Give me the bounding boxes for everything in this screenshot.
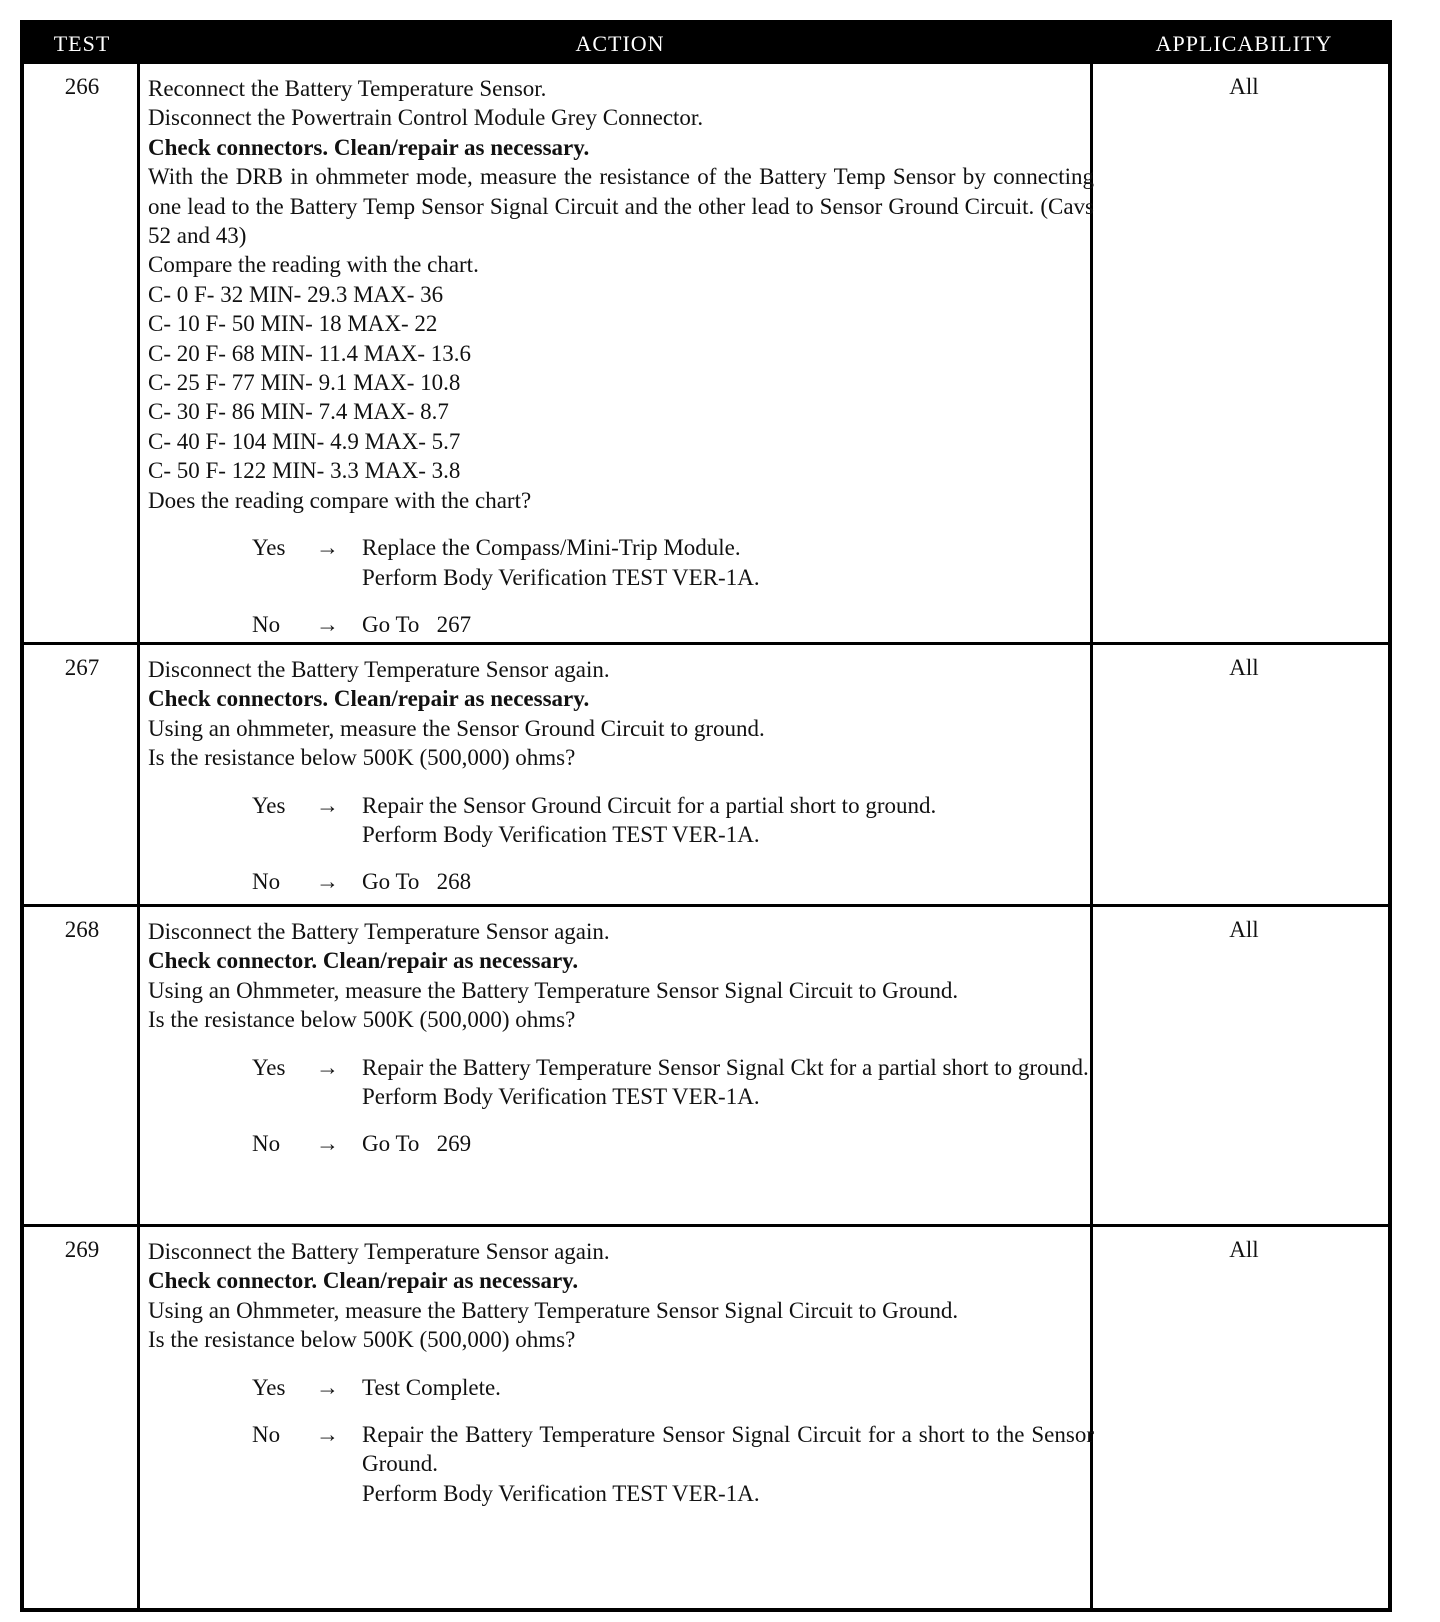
branch-line: Perform Body Verification TEST VER-1A.: [362, 1480, 760, 1506]
action-line: Disconnect the Powertrain Control Module Grey Connector.: [148, 105, 704, 131]
diagnostic-table: [20, 20, 1392, 1612]
yes-label: Yes: [252, 1374, 286, 1400]
arrow-icon: →: [316, 1054, 339, 1080]
no-label: No: [252, 869, 281, 895]
no-branch: [148, 610, 1094, 639]
arrow-icon: →: [316, 1131, 339, 1157]
no-label: No: [252, 1422, 281, 1448]
applicability-value: All: [1229, 917, 1259, 942]
chart-entry: C- 0 F- 32 MIN- 29.3 MAX- 36: [148, 281, 444, 307]
chart-entry: C- 25 F- 77 MIN- 9.1 MAX- 10.8: [148, 370, 461, 396]
action-question: Is the resistance below 500K (500,000) ohms?: [148, 745, 576, 771]
no-branch: [148, 1129, 1094, 1158]
test-number: 268: [64, 917, 100, 942]
chart-entry: C- 10 F- 50 MIN- 18 MAX- 22: [148, 311, 438, 337]
table-row: [24, 645, 1388, 904]
action-line: Reconnect the Battery Temperature Sensor.: [148, 76, 547, 101]
yes-branch: [148, 1373, 1094, 1402]
branch-line: Repair the Battery Temperature Sensor Signal Ckt for a partial short to ground.: [362, 1054, 1089, 1080]
no-branch: [148, 1420, 1094, 1508]
header-applicability: APPLICABILITY: [1155, 31, 1333, 56]
test-number: 269: [64, 1237, 100, 1262]
action-cell: [148, 917, 1094, 1159]
action-line: Disconnect the Battery Temperature Sensor again.: [148, 1239, 610, 1264]
test-number: 266: [64, 74, 100, 99]
branch-line: Replace the Compass/Mini-Trip Module.: [362, 535, 741, 561]
branch-line: Test Complete.: [362, 1374, 501, 1400]
action-instruction: Check connectors. Clean/repair as necessary.: [148, 134, 590, 160]
action-line: Using an Ohmmeter, measure the Battery Temperature Sensor Signal Circuit to Ground.: [148, 1297, 959, 1323]
yes-label: Yes: [252, 792, 286, 818]
table-header: [24, 24, 1388, 64]
yes-branch: [148, 791, 1094, 850]
test-number: 267: [64, 655, 100, 680]
branch-line: Repair the Battery Temperature Sensor Signal Circuit for a short to the Sensor Ground.: [362, 1422, 1094, 1477]
header-test: TEST: [53, 31, 111, 56]
action-question: Is the resistance below 500K (500,000) ohms?: [148, 1327, 576, 1353]
table-row: [24, 907, 1388, 1224]
arrow-icon: →: [316, 611, 339, 637]
arrow-icon: →: [316, 869, 339, 895]
action-line: Disconnect the Battery Temperature Sensor again.: [148, 657, 610, 682]
applicability-value: All: [1229, 74, 1259, 99]
action-cell: [148, 655, 1094, 897]
action-line: Using an ohmmeter, measure the Sensor Ground Circuit to ground.: [148, 715, 765, 741]
action-cell: [148, 74, 1094, 639]
chart-entry: C- 30 F- 86 MIN- 7.4 MAX- 8.7: [148, 399, 449, 425]
chart-entry: C- 50 F- 122 MIN- 3.3 MAX- 3.8: [148, 458, 461, 484]
applicability-value: All: [1229, 1237, 1259, 1262]
arrow-icon: →: [316, 792, 339, 818]
action-line: With the DRB in ohmmeter mode, measure the resistance of the Battery Temp Sensor by connecting one lead to the Battery Temp Sensor Signal Circuit and the other lead to Sensor Ground Circuit. (Cavs 52 and 43): [148, 164, 1094, 249]
applicability-value: All: [1229, 655, 1259, 680]
action-instruction: Check connectors. Clean/repair as necessary.: [148, 686, 590, 712]
yes-branch: [148, 1053, 1094, 1112]
table-row: [24, 1227, 1388, 1608]
branch-line: Perform Body Verification TEST VER-1A.: [362, 564, 760, 590]
action-instruction: Check connector. Clean/repair as necessary.: [148, 948, 579, 974]
yes-label: Yes: [252, 1054, 286, 1080]
header-action: ACTION: [575, 31, 665, 56]
chart-entry: C- 20 F- 68 MIN- 11.4 MAX- 13.6: [148, 340, 472, 366]
arrow-icon: →: [316, 1422, 339, 1448]
branch-line: Perform Body Verification TEST VER-1A.: [362, 1084, 760, 1110]
branch-line: Go To 268: [362, 869, 472, 895]
no-label: No: [252, 1131, 281, 1157]
branch-line: Perform Body Verification TEST VER-1A.: [362, 822, 760, 848]
action-cell: [148, 1237, 1094, 1508]
no-label: No: [252, 611, 281, 637]
action-question: Is the resistance below 500K (500,000) ohms?: [148, 1007, 576, 1033]
branch-line: Go To 267: [362, 611, 472, 637]
arrow-icon: →: [316, 535, 339, 561]
branch-line: Repair the Sensor Ground Circuit for a partial short to ground.: [362, 792, 937, 818]
table-row: [24, 64, 1388, 642]
no-branch: [148, 867, 1094, 896]
yes-branch: [148, 533, 1094, 592]
action-line: Using an Ohmmeter, measure the Battery Temperature Sensor Signal Circuit to Ground.: [148, 977, 959, 1003]
action-line: Compare the reading with the chart.: [148, 252, 479, 278]
action-question: Does the reading compare with the chart?: [148, 487, 532, 513]
branch-line: Go To 269: [362, 1131, 472, 1157]
chart-entry: C- 40 F- 104 MIN- 4.9 MAX- 5.7: [148, 428, 461, 454]
action-line: Disconnect the Battery Temperature Sensor again.: [148, 919, 610, 944]
arrow-icon: →: [316, 1374, 339, 1400]
yes-label: Yes: [252, 535, 286, 561]
action-instruction: Check connector. Clean/repair as necessary.: [148, 1268, 579, 1294]
